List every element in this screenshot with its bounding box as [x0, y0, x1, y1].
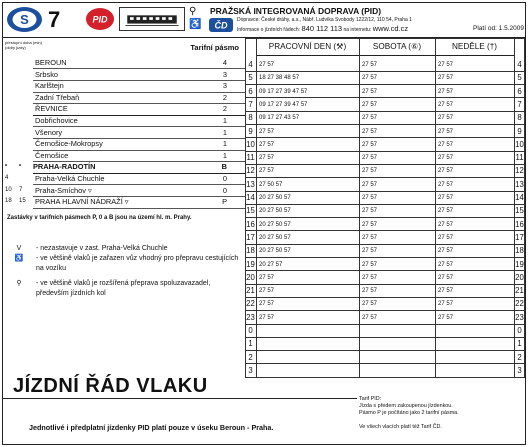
minutes-saturday: 27 57: [362, 261, 378, 268]
minutes-sunday: 27 57: [438, 128, 454, 135]
minutes-saturday: 27 57: [362, 234, 378, 241]
website: www.cd.cz: [372, 24, 409, 33]
tariff-line: [359, 417, 523, 424]
tariff-note: [359, 396, 523, 431]
hour-row: [245, 297, 525, 310]
station-zone: 2: [222, 92, 227, 102]
phone-label: Informace o jízdních řádech:: [237, 27, 301, 33]
minutes-sunday: 27 57: [438, 314, 454, 321]
tariff-line: Tarif PID:: [359, 396, 382, 402]
hour-right: 13: [515, 179, 524, 189]
hour-row: [245, 191, 525, 204]
station-arrival-minutes: 18: [5, 198, 12, 205]
column-rule: [359, 38, 360, 377]
hour-row: [245, 364, 525, 377]
hour-right: 19: [515, 259, 524, 269]
column-rule: [514, 38, 515, 377]
minutes-sunday: 27 57: [438, 234, 454, 241]
line-number: 7: [48, 7, 61, 32]
table-top-rule: [245, 38, 525, 39]
hour-row: [245, 98, 525, 111]
minutes-workday: 27 57: [259, 274, 275, 281]
legend-item: [11, 244, 243, 254]
hour-row: [245, 138, 525, 151]
hour-left: 11: [246, 153, 255, 163]
bicycle-icon: ⚲: [189, 6, 197, 17]
hour-left: 17: [246, 232, 255, 242]
row-separator: [245, 377, 525, 378]
column-rule: [245, 38, 246, 377]
operator-title: PRAŽSKÁ INTEGROVANÁ DOPRAVA (PID): [210, 6, 382, 16]
zones-note: Zastávky v tarifních pásmech P, 0 a B jsou na území hl. m. Prahy.: [7, 215, 192, 221]
minutes-saturday: 27 57: [362, 115, 378, 122]
station-zone: B: [221, 162, 227, 172]
legend-text: - nezastavuje v zast. Praha-Velká Chuchle: [36, 245, 168, 252]
notes: [3, 210, 245, 374]
station-departure-minutes: 7: [19, 186, 23, 193]
hour-left: 19: [246, 259, 255, 269]
hour-right: 16: [515, 219, 524, 229]
station-name: Všenory: [35, 127, 63, 137]
hour-left: 7: [248, 99, 253, 109]
minutes-workday: 09 17 27 39 47 57: [259, 88, 308, 95]
phone-number: 840 112 113: [301, 24, 343, 33]
station-name: Dobřichovice: [35, 116, 78, 125]
minutes-saturday: 27 57: [362, 155, 378, 162]
hour-left: 9: [248, 126, 253, 136]
hour-left: 6: [248, 86, 253, 96]
column-rule: [435, 38, 436, 377]
footer-divider: [3, 398, 357, 399]
hour-right: 5: [517, 73, 522, 83]
hour-left: 12: [246, 166, 255, 176]
station-zone: 1: [222, 127, 227, 137]
hour-row: [245, 244, 525, 257]
cd-logo-text: ČD: [214, 20, 228, 31]
minutes-workday: 20 27 50 57: [259, 208, 291, 215]
hour-left: 5: [248, 73, 253, 83]
minutes-sunday: 27 57: [438, 301, 454, 308]
station-row: [3, 70, 243, 79]
legend-text: - ve většině vlaků je zařazen vůz vhodný pro přepravu cestujících na vozíku: [36, 255, 239, 272]
station-row: [3, 139, 243, 148]
minutes-workday: 27 57: [259, 288, 275, 295]
station-departure-minutes: •: [19, 163, 22, 170]
validity-note: Jednotlivé i předplatní jízdenky PID platí pouze v úseku Beroun - Praha.: [29, 423, 274, 432]
departure-table: [245, 3, 525, 394]
valid-from: Platí od: 1.5.2009: [473, 25, 524, 32]
hour-right: 15: [515, 206, 524, 216]
cd-logo: [209, 18, 233, 32]
minutes-saturday: 27 57: [362, 88, 378, 95]
minutes-saturday: 27 57: [362, 301, 378, 308]
minutes-sunday: 27 57: [438, 274, 454, 281]
minutes-sunday: 27 57: [438, 62, 454, 68]
station-row: [3, 162, 243, 171]
minutes-saturday: 27 57: [362, 75, 378, 82]
station-name: PRAHA-RADOTÍN: [33, 162, 96, 172]
minutes-sunday: 27 57: [438, 261, 454, 268]
hour-left: 8: [248, 113, 253, 123]
minutes-sunday: 27 57: [438, 168, 454, 175]
station-name: Černošice-Mokropsy: [35, 139, 103, 149]
train-icon: [119, 7, 185, 31]
hour-row: [245, 271, 525, 284]
minutes-saturday: 27 57: [362, 195, 378, 201]
station-row: [3, 128, 243, 137]
column-rule: [524, 38, 525, 377]
hour-right: 9: [517, 126, 522, 136]
timetable-sheet: [2, 2, 526, 445]
hour-row: [245, 111, 525, 124]
hour-row: [245, 351, 525, 364]
hour-row: [245, 125, 525, 138]
hour-right: 6: [517, 86, 522, 96]
column-sunday: NEDĚLE (†): [435, 38, 514, 56]
minutes-sunday: 27 57: [438, 208, 454, 215]
station-zone: 1: [222, 116, 227, 125]
station-name: Zadní Třebaň: [35, 92, 80, 102]
station-row: [3, 58, 243, 67]
column-rule: [256, 38, 257, 377]
station-name: Karlštejn: [35, 81, 64, 91]
hour-right: 7: [517, 99, 522, 109]
station-zone: 0: [222, 174, 227, 183]
station-row: [3, 151, 243, 160]
minutes-saturday: 27 57: [362, 101, 378, 108]
hour-row: [245, 164, 525, 177]
station-row: [3, 174, 243, 183]
minutes-sunday: 27 57: [438, 288, 454, 295]
hour-row: [245, 178, 525, 191]
hour-right: 1: [517, 339, 522, 349]
hour-row: [245, 58, 525, 71]
column-workday: PRACOVNÍ DEN (⚒): [256, 38, 359, 56]
hour-right: 14: [515, 193, 524, 202]
minutes-sunday: 27 57: [438, 221, 454, 228]
station-name: Srbsko: [35, 69, 59, 79]
web-label: na internetu:: [343, 27, 372, 33]
minutes-saturday: 27 57: [362, 128, 378, 135]
station-list: [3, 38, 245, 210]
minutes-saturday: 27 57: [362, 288, 378, 295]
hour-left: 14: [246, 193, 255, 202]
minutes-sunday: 27 57: [438, 181, 454, 188]
hour-right: 22: [515, 299, 524, 309]
hour-right: 11: [515, 153, 524, 163]
legend-symbol: ⚲: [16, 280, 22, 287]
zone-header: Tarifní pásmo: [190, 43, 239, 52]
minutes-workday: 27 57: [259, 128, 275, 135]
minutes-saturday: 27 57: [362, 208, 378, 215]
hour-right: 4: [517, 60, 522, 69]
station-arrival-minutes: •: [5, 163, 8, 170]
minutes-saturday: 27 57: [362, 274, 378, 281]
station-row: [3, 116, 243, 125]
minutes-sunday: 27 57: [438, 88, 454, 95]
minutes-workday: 20 27 50 57: [259, 234, 291, 241]
minutes-sunday: 27 57: [438, 155, 454, 162]
legend-symbol: V: [16, 245, 22, 252]
station-separator: [33, 208, 245, 209]
hour-left: 21: [246, 286, 255, 296]
station-name: ŘEVNICE: [35, 104, 68, 114]
minutes-saturday: 27 57: [362, 168, 378, 175]
station-zone: 1: [222, 139, 227, 149]
pid-logo: [85, 7, 115, 31]
legend-item: [11, 279, 243, 301]
hour-right: 20: [515, 272, 524, 282]
minutes-saturday: 27 57: [362, 221, 378, 228]
hour-row: [245, 311, 525, 324]
hour-right: 18: [515, 246, 524, 256]
minutes-sunday: 27 57: [438, 141, 454, 148]
hour-row: [245, 284, 525, 297]
pid-logo-text: PID: [92, 14, 108, 25]
line-symbol: S: [20, 12, 29, 27]
s-line-badge: [6, 6, 43, 33]
station-zone: P: [222, 197, 227, 207]
hour-right: 0: [517, 326, 522, 335]
minutes-workday: 27 57: [259, 141, 275, 148]
station-zone: 3: [222, 81, 227, 91]
hour-right: 10: [515, 139, 524, 149]
station-name: PRAHA HLAVNÍ NÁDRAŽÍ ▿: [35, 197, 129, 207]
minutes-saturday: 27 57: [362, 141, 378, 148]
hour-left: 18: [246, 246, 255, 256]
minutes-workday: 20 27 57: [259, 261, 283, 268]
wheelchair-icon: ♿: [189, 19, 202, 30]
hour-right: 8: [517, 113, 522, 123]
station-name: Černošice: [35, 150, 69, 160]
hour-right: 3: [517, 365, 522, 375]
station-row: [3, 186, 243, 195]
hour-right: 21: [515, 286, 524, 296]
hour-row: [245, 258, 525, 271]
station-arrival-minutes: 10: [5, 186, 12, 193]
hour-left: 4: [248, 60, 253, 69]
minutes-sunday: 27 57: [438, 195, 454, 201]
station-name: BEROUN: [35, 58, 67, 67]
minutes-workday: 27 50 57: [259, 181, 283, 188]
hour-row: [245, 151, 525, 164]
station-arrival-minutes: 4: [5, 175, 9, 181]
station-departure-minutes: 15: [19, 198, 26, 205]
column-saturday: SOBOTA (⑥): [359, 38, 435, 56]
hour-left: 20: [246, 272, 255, 282]
operator-info: Dopravce: České dráhy, a.s., Nábř. Ludvíka Svobody 1222/12, 110 54, Praha 1: [237, 17, 412, 23]
hour-left: 1: [248, 339, 253, 349]
hour-left: 22: [246, 299, 255, 309]
station-row: [3, 197, 243, 206]
minutes-workday: 18 27 38 48 57: [259, 75, 300, 82]
hour-row: [245, 85, 525, 98]
minutes-workday: 27 57: [259, 62, 275, 68]
minutes-workday: 27 57: [259, 155, 275, 162]
minutes-saturday: 27 57: [362, 314, 378, 321]
tariff-line: Ve všech vlacích platí též Tarif ČD.: [359, 424, 442, 430]
legend-item: [11, 254, 243, 276]
hour-left: 0: [248, 326, 253, 335]
legend-symbol: ♿: [14, 255, 24, 262]
minutes-workday: 09 17 27 43 57: [259, 115, 300, 122]
hour-row: [245, 204, 525, 217]
hour-right: 17: [515, 232, 524, 242]
station-row: [3, 104, 243, 113]
minutes-workday: 09 17 27 39 47 57: [259, 101, 308, 108]
hour-row: [245, 71, 525, 84]
legend-text: - ve většině vlaků je rozšířená přeprava spoluzavazadel, především jízdních kol: [36, 280, 211, 297]
hour-left: 13: [246, 179, 255, 189]
station-caption: přestupní doba (min) (doby jízdy): [5, 40, 42, 50]
hour-row: [245, 218, 525, 231]
minutes-workday: 27 57: [259, 168, 275, 175]
station-row: [3, 93, 243, 102]
station-row: [3, 81, 243, 90]
tariff-line: Jízda s předem zakoupenou jízdenkou.: [359, 403, 453, 409]
minutes-sunday: 27 57: [438, 101, 454, 108]
hour-right: 23: [515, 312, 524, 322]
station-zone: 2: [222, 104, 227, 114]
hour-row: [245, 324, 525, 337]
minutes-saturday: 27 57: [362, 62, 378, 68]
minutes-workday: 20 27 50 57: [259, 248, 291, 255]
hour-right: 2: [517, 352, 522, 362]
station-name: Praha-Velká Chuchle: [35, 174, 105, 183]
hour-left: 23: [246, 312, 255, 322]
tariff-line: Pásmo P je počítáno jako 2 tarifní pásma.: [359, 410, 459, 416]
minutes-sunday: 27 57: [438, 248, 454, 255]
minutes-saturday: 27 57: [362, 248, 378, 255]
hour-right: 12: [515, 166, 524, 176]
minutes-workday: 27 57: [259, 314, 275, 321]
minutes-saturday: 27 57: [362, 181, 378, 188]
hour-row: [245, 231, 525, 244]
minutes-workday: 27 57: [259, 301, 275, 308]
hour-left: 16: [246, 219, 255, 229]
minutes-workday: 20 27 50 57: [259, 221, 291, 228]
station-zone: 4: [222, 58, 227, 67]
minutes-sunday: 27 57: [438, 75, 454, 82]
hour-left: 15: [246, 206, 255, 216]
hour-row: [245, 337, 525, 350]
hour-left: 3: [248, 365, 253, 375]
minutes-workday: 20 27 50 57: [259, 195, 291, 201]
hour-left: 2: [248, 352, 253, 362]
minutes-sunday: 27 57: [438, 115, 454, 122]
station-zone: 1: [222, 150, 227, 160]
station-name: Praha-Smíchov ▿: [35, 185, 92, 195]
page-title: JÍZDNÍ ŘÁD VLAKU: [13, 375, 208, 397]
station-zone: 3: [222, 69, 227, 79]
hour-left: 10: [246, 139, 255, 149]
station-zone: 0: [222, 185, 227, 195]
